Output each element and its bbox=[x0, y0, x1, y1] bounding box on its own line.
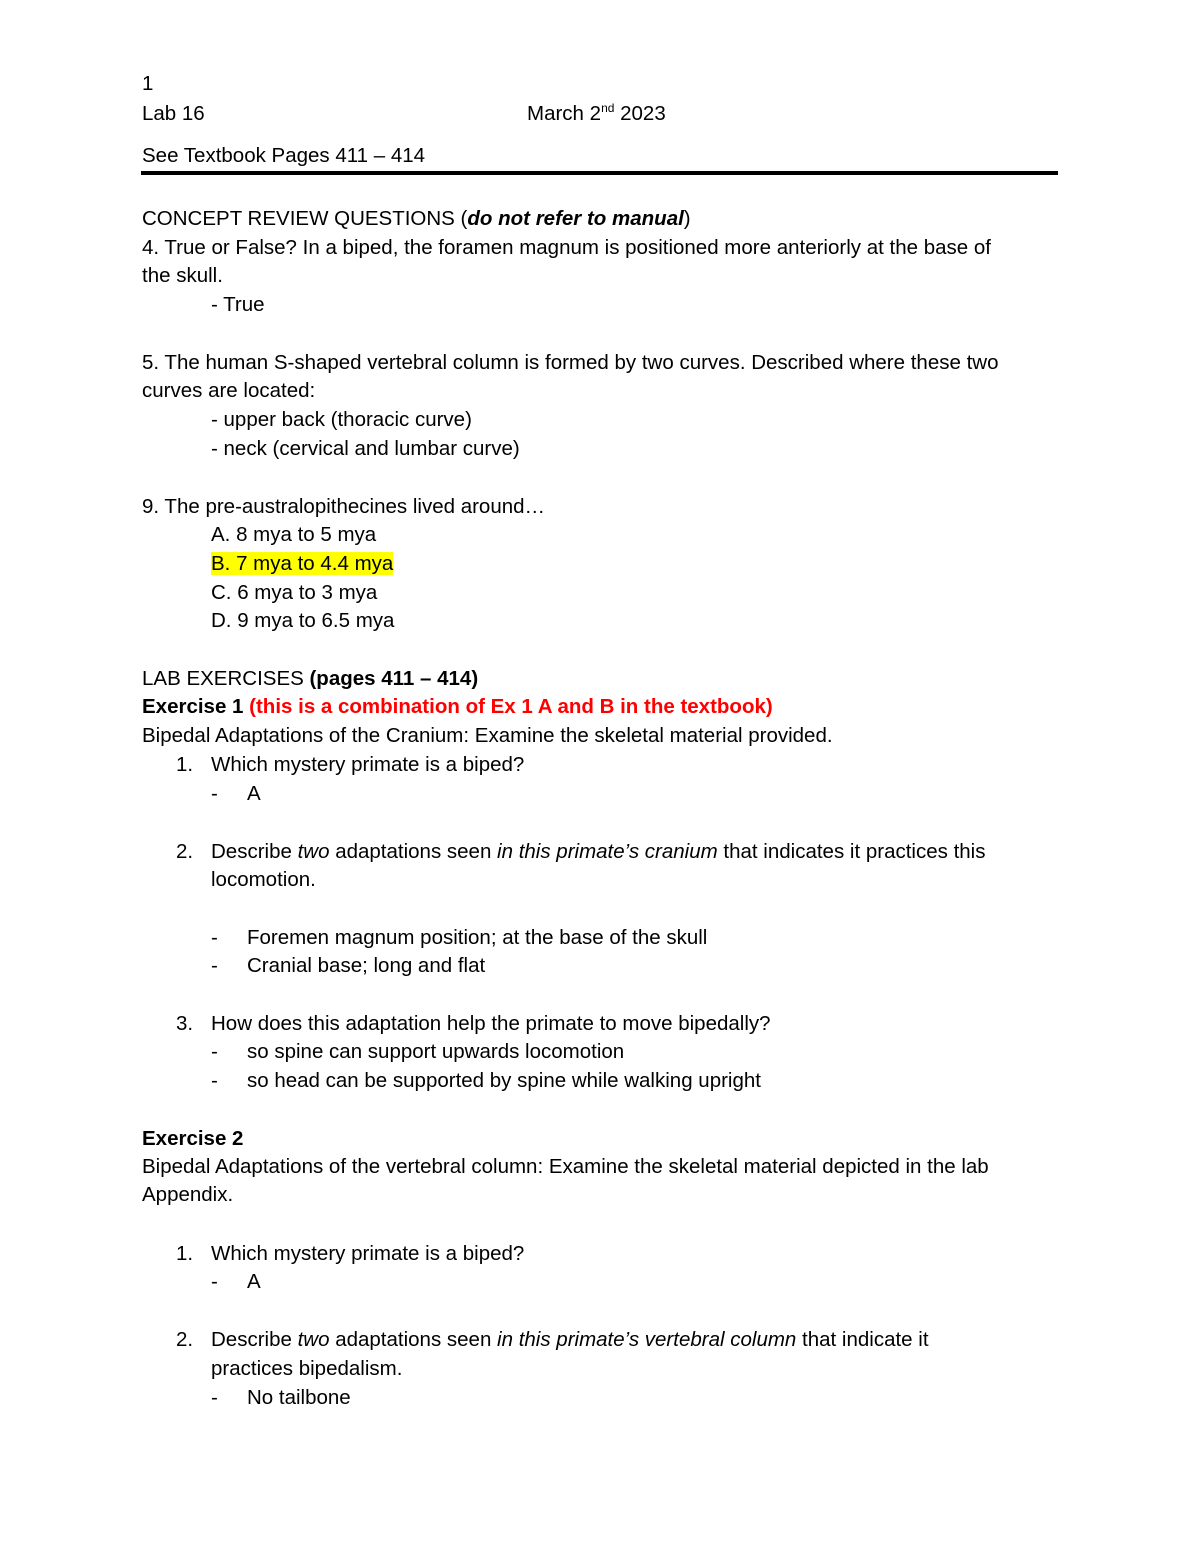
dash: - bbox=[211, 1386, 218, 1409]
dash: - bbox=[211, 1069, 218, 1092]
ex1-q1-answer: A bbox=[247, 782, 261, 805]
question-5-line2: curves are located: bbox=[142, 379, 316, 402]
exercise-1-title: Exercise 1 (this is a combination of Ex 1 A and B in the textbook) bbox=[142, 695, 773, 718]
ex1-q1: Which mystery primate is a biped? bbox=[211, 753, 525, 776]
question-9-option-b bbox=[211, 550, 393, 578]
lab-heading: LAB EXERCISES (pages 411 – 414) bbox=[142, 667, 479, 690]
dash: - bbox=[211, 1040, 218, 1063]
ex2-q1: Which mystery primate is a biped? bbox=[211, 1242, 525, 1265]
ex1-q2-line1: Describe two adaptations seen in this primate’s cranium that indicates it practices this bbox=[211, 840, 986, 863]
ex1-q2-answer-2: Cranial base; long and flat bbox=[247, 954, 486, 977]
ex1-q2-number: 2. bbox=[176, 840, 194, 863]
ex2-q1-number: 1. bbox=[176, 1242, 194, 1265]
textbook-reference: See Textbook Pages 411 – 414 bbox=[142, 144, 426, 167]
exercise-1-description: Bipedal Adaptations of the Cranium: Examine the skeletal material provided. bbox=[142, 724, 833, 747]
ex1-q2-line2: locomotion. bbox=[211, 868, 316, 891]
question-9-option-a: A. 8 mya to 5 mya bbox=[211, 523, 377, 546]
ex2-q2-line1: Describe two adaptations seen in this primate’s vertebral column that indicate it bbox=[211, 1328, 929, 1351]
ex2-q2-number: 2. bbox=[176, 1328, 194, 1351]
dash: - bbox=[211, 954, 218, 977]
ex1-q2-answer-1: Foremen magnum position; at the base of the skull bbox=[247, 926, 708, 949]
question-4-answer: - True bbox=[211, 293, 265, 316]
lab-title: Lab 16 bbox=[142, 102, 205, 125]
question-9-option-c: C. 6 mya to 3 mya bbox=[211, 581, 378, 604]
exercise-2-description-line2: Appendix. bbox=[142, 1183, 234, 1206]
ex1-q3-answer-2: so head can be supported by spine while walking upright bbox=[247, 1069, 761, 1092]
ex1-q3: How does this adaptation help the primate to move bipedally? bbox=[211, 1012, 771, 1035]
exercise-1-note: (this is a combination of Ex 1 A and B in the textbook) bbox=[249, 695, 773, 718]
ex2-q2-line2: practices bipedalism. bbox=[211, 1357, 403, 1380]
lab-date: March 2nd 2023 bbox=[527, 101, 666, 125]
concept-heading: CONCEPT REVIEW QUESTIONS (do not refer to manual) bbox=[142, 207, 691, 230]
ex1-q3-number: 3. bbox=[176, 1012, 194, 1035]
question-5-answer-2: - neck (cervical and lumbar curve) bbox=[211, 437, 520, 460]
header-rule bbox=[141, 171, 1058, 175]
ex1-q1-number: 1. bbox=[176, 753, 194, 776]
ex2-q1-answer: A bbox=[247, 1270, 261, 1293]
ex1-q3-answer-1: so spine can support upwards locomotion bbox=[247, 1040, 625, 1063]
dash: - bbox=[211, 926, 218, 949]
dash: - bbox=[211, 1270, 218, 1293]
exercise-2-description-line1: Bipedal Adaptations of the vertebral column: Examine the skeletal material depicted in the lab bbox=[142, 1155, 989, 1178]
highlighted-answer: B. 7 mya to 4.4 mya bbox=[211, 552, 394, 575]
page-number: 1 bbox=[142, 72, 154, 95]
question-5-line1: 5. The human S-shaped vertebral column is formed by two curves. Described where these two bbox=[142, 351, 999, 374]
question-4-line1: 4. True or False? In a biped, the foramen magnum is positioned more anteriorly at the base of bbox=[142, 236, 991, 259]
exercise-2-title: Exercise 2 bbox=[142, 1127, 244, 1150]
question-4-line2: the skull. bbox=[142, 264, 223, 287]
dash: - bbox=[211, 782, 218, 805]
ex2-q2-answer-1: No tailbone bbox=[247, 1386, 351, 1409]
question-9-option-d: D. 9 mya to 6.5 mya bbox=[211, 609, 395, 632]
question-9: 9. The pre-australopithecines lived around… bbox=[142, 495, 546, 518]
question-5-answer-1: - upper back (thoracic curve) bbox=[211, 408, 472, 431]
